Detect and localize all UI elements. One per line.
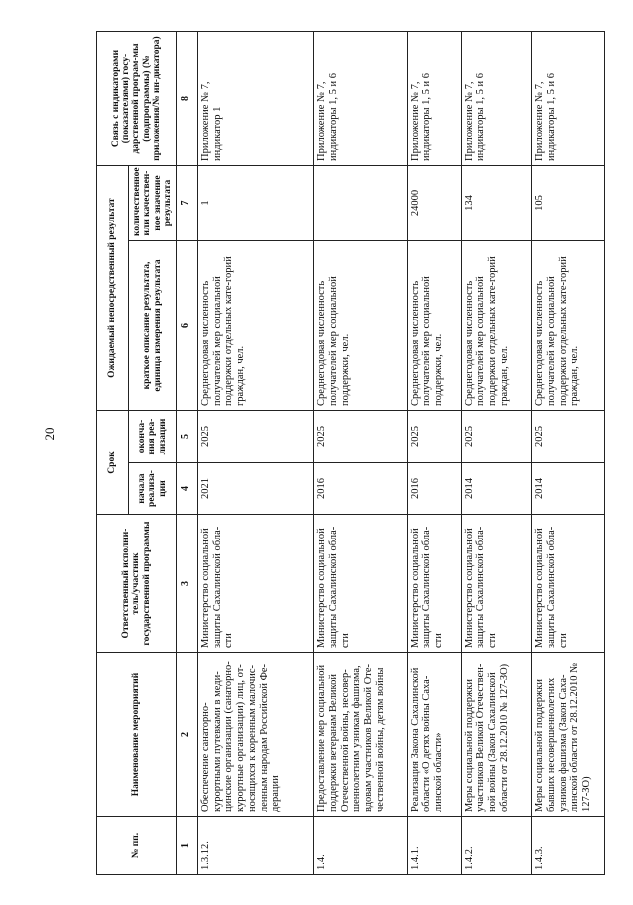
row-number: 1.4.1. bbox=[407, 817, 461, 875]
row-link: Приложение № 7, индикаторы 1, 5 и 6 bbox=[407, 32, 461, 166]
page-number: 20 bbox=[42, 427, 57, 441]
row-desc: Среднегодовая численность получателей мер социальной поддержки, чел. bbox=[407, 241, 461, 411]
header-start: начала реализа-ции bbox=[129, 463, 177, 515]
row-link: Приложение № 7, индикаторы 1, 5 и 6 bbox=[314, 32, 407, 166]
row-number: 1.4.3. bbox=[532, 817, 605, 875]
row-name: Предоставление мер социальной поддержки ветеранам Великой Отечественной войны, несовер-шеннолетним узникам фашизма, вдовам участников Великой Оте-чественной войны, детям войны bbox=[314, 653, 407, 817]
header-srok: Срок bbox=[97, 411, 129, 515]
header-name: Наименование мероприятий bbox=[97, 653, 177, 817]
column-number: 7 bbox=[176, 166, 197, 241]
rotated-table-wrapper bbox=[96, 32, 605, 875]
table-row bbox=[461, 32, 532, 875]
row-name: Обеспечение санаторно-курортными путевками в меди-цинские организации (санаторно-курортные организации) лиц, от-носящихся к коренным малочис-ленным народам Российской Фе-дерации bbox=[197, 653, 313, 817]
row-desc: Среднегодовая численность получателей мер социальной поддержки, чел. bbox=[314, 241, 407, 411]
column-number: 1 bbox=[176, 817, 197, 875]
row-executor: Министерство социальной защиты Сахалинской обла-сти bbox=[314, 515, 407, 653]
row-desc: Среднегодовая численность получателей мер социальной поддержки отдельных кате-горий граждан, чел. bbox=[461, 241, 532, 411]
header-end: оконча-ния реа-лизации bbox=[129, 411, 177, 463]
row-number: 1.4.2. bbox=[461, 817, 532, 875]
row-desc: Среднегодовая численность получателей мер социальной поддержки отдельных кате-горий граждан, чел. bbox=[197, 241, 313, 411]
row-end: 2025 bbox=[532, 411, 605, 463]
column-number: 8 bbox=[176, 32, 197, 166]
row-end: 2025 bbox=[197, 411, 313, 463]
row-number: 1.3.12. bbox=[197, 817, 313, 875]
column-number: 2 bbox=[176, 653, 197, 817]
header-num: № пп. bbox=[97, 817, 177, 875]
column-number: 4 bbox=[176, 463, 197, 515]
row-value bbox=[314, 166, 407, 241]
header-executor: Ответственный исполни-тель/участник государственной программы bbox=[97, 515, 177, 653]
row-name: Меры социальной поддержки бывших несовершеннолетних узников фашизма (Закон Саха-линской области от 28.12.2010 № 127-ЗО) bbox=[532, 653, 605, 817]
header-row-1 bbox=[97, 32, 129, 875]
program-table bbox=[96, 31, 605, 875]
row-start: 2016 bbox=[407, 463, 461, 515]
row-name: Меры социальной поддержки участников Великой Отечествен-ной войны (Закон Сахалинской области от 28.12.2010 № 127-ЗО) bbox=[461, 653, 532, 817]
row-start: 2016 bbox=[314, 463, 407, 515]
header-value: количественное или качествен-ное значение результата bbox=[129, 166, 177, 241]
table-row bbox=[314, 32, 407, 875]
header-link: Связь с индикаторами (показателями) госу-дарственной програм-мы (подпрограммы) (№ приложения/№ ин-дикатора) bbox=[97, 32, 177, 166]
row-end: 2025 bbox=[407, 411, 461, 463]
row-start: 2014 bbox=[532, 463, 605, 515]
column-number: 3 bbox=[176, 515, 197, 653]
row-end: 2025 bbox=[461, 411, 532, 463]
header-result: Ожидаемый непосредственный результат bbox=[97, 166, 129, 411]
row-number: 1.4. bbox=[314, 817, 407, 875]
row-executor: Министерство социальной защиты Сахалинской обла-сти bbox=[197, 515, 313, 653]
row-executor: Министерство социальной защиты Сахалинской обла-сти bbox=[532, 515, 605, 653]
column-number: 5 bbox=[176, 411, 197, 463]
table-row bbox=[407, 32, 461, 875]
table-row bbox=[197, 32, 313, 875]
row-value: 24000 bbox=[407, 166, 461, 241]
table-row bbox=[532, 32, 605, 875]
row-start: 2021 bbox=[197, 463, 313, 515]
row-value: 134 bbox=[461, 166, 532, 241]
row-name: Реализация Закона Сахалинской области «О детях войны Саха-линской области» bbox=[407, 653, 461, 817]
row-start: 2014 bbox=[461, 463, 532, 515]
row-link: Приложение № 7, индикаторы 1, 5 и 6 bbox=[532, 32, 605, 166]
column-number: 6 bbox=[176, 241, 197, 411]
row-desc: Среднегодовая численность получателей мер социальной поддержки отдельных кате-горий граждан, чел. bbox=[532, 241, 605, 411]
row-link: Приложение № 7, индикатор 1 bbox=[197, 32, 313, 166]
row-value: 105 bbox=[532, 166, 605, 241]
row-executor: Министерство социальной защиты Сахалинской обла-сти bbox=[461, 515, 532, 653]
row-link: Приложение № 7, индикаторы 1, 5 и 6 bbox=[461, 32, 532, 166]
header-desc: краткое описание результата, единица измерения результата bbox=[129, 241, 177, 411]
column-numbers-row bbox=[176, 32, 197, 875]
row-value: 1 bbox=[197, 166, 313, 241]
row-executor: Министерство социальной защиты Сахалинской обла-сти bbox=[407, 515, 461, 653]
row-end: 2025 bbox=[314, 411, 407, 463]
